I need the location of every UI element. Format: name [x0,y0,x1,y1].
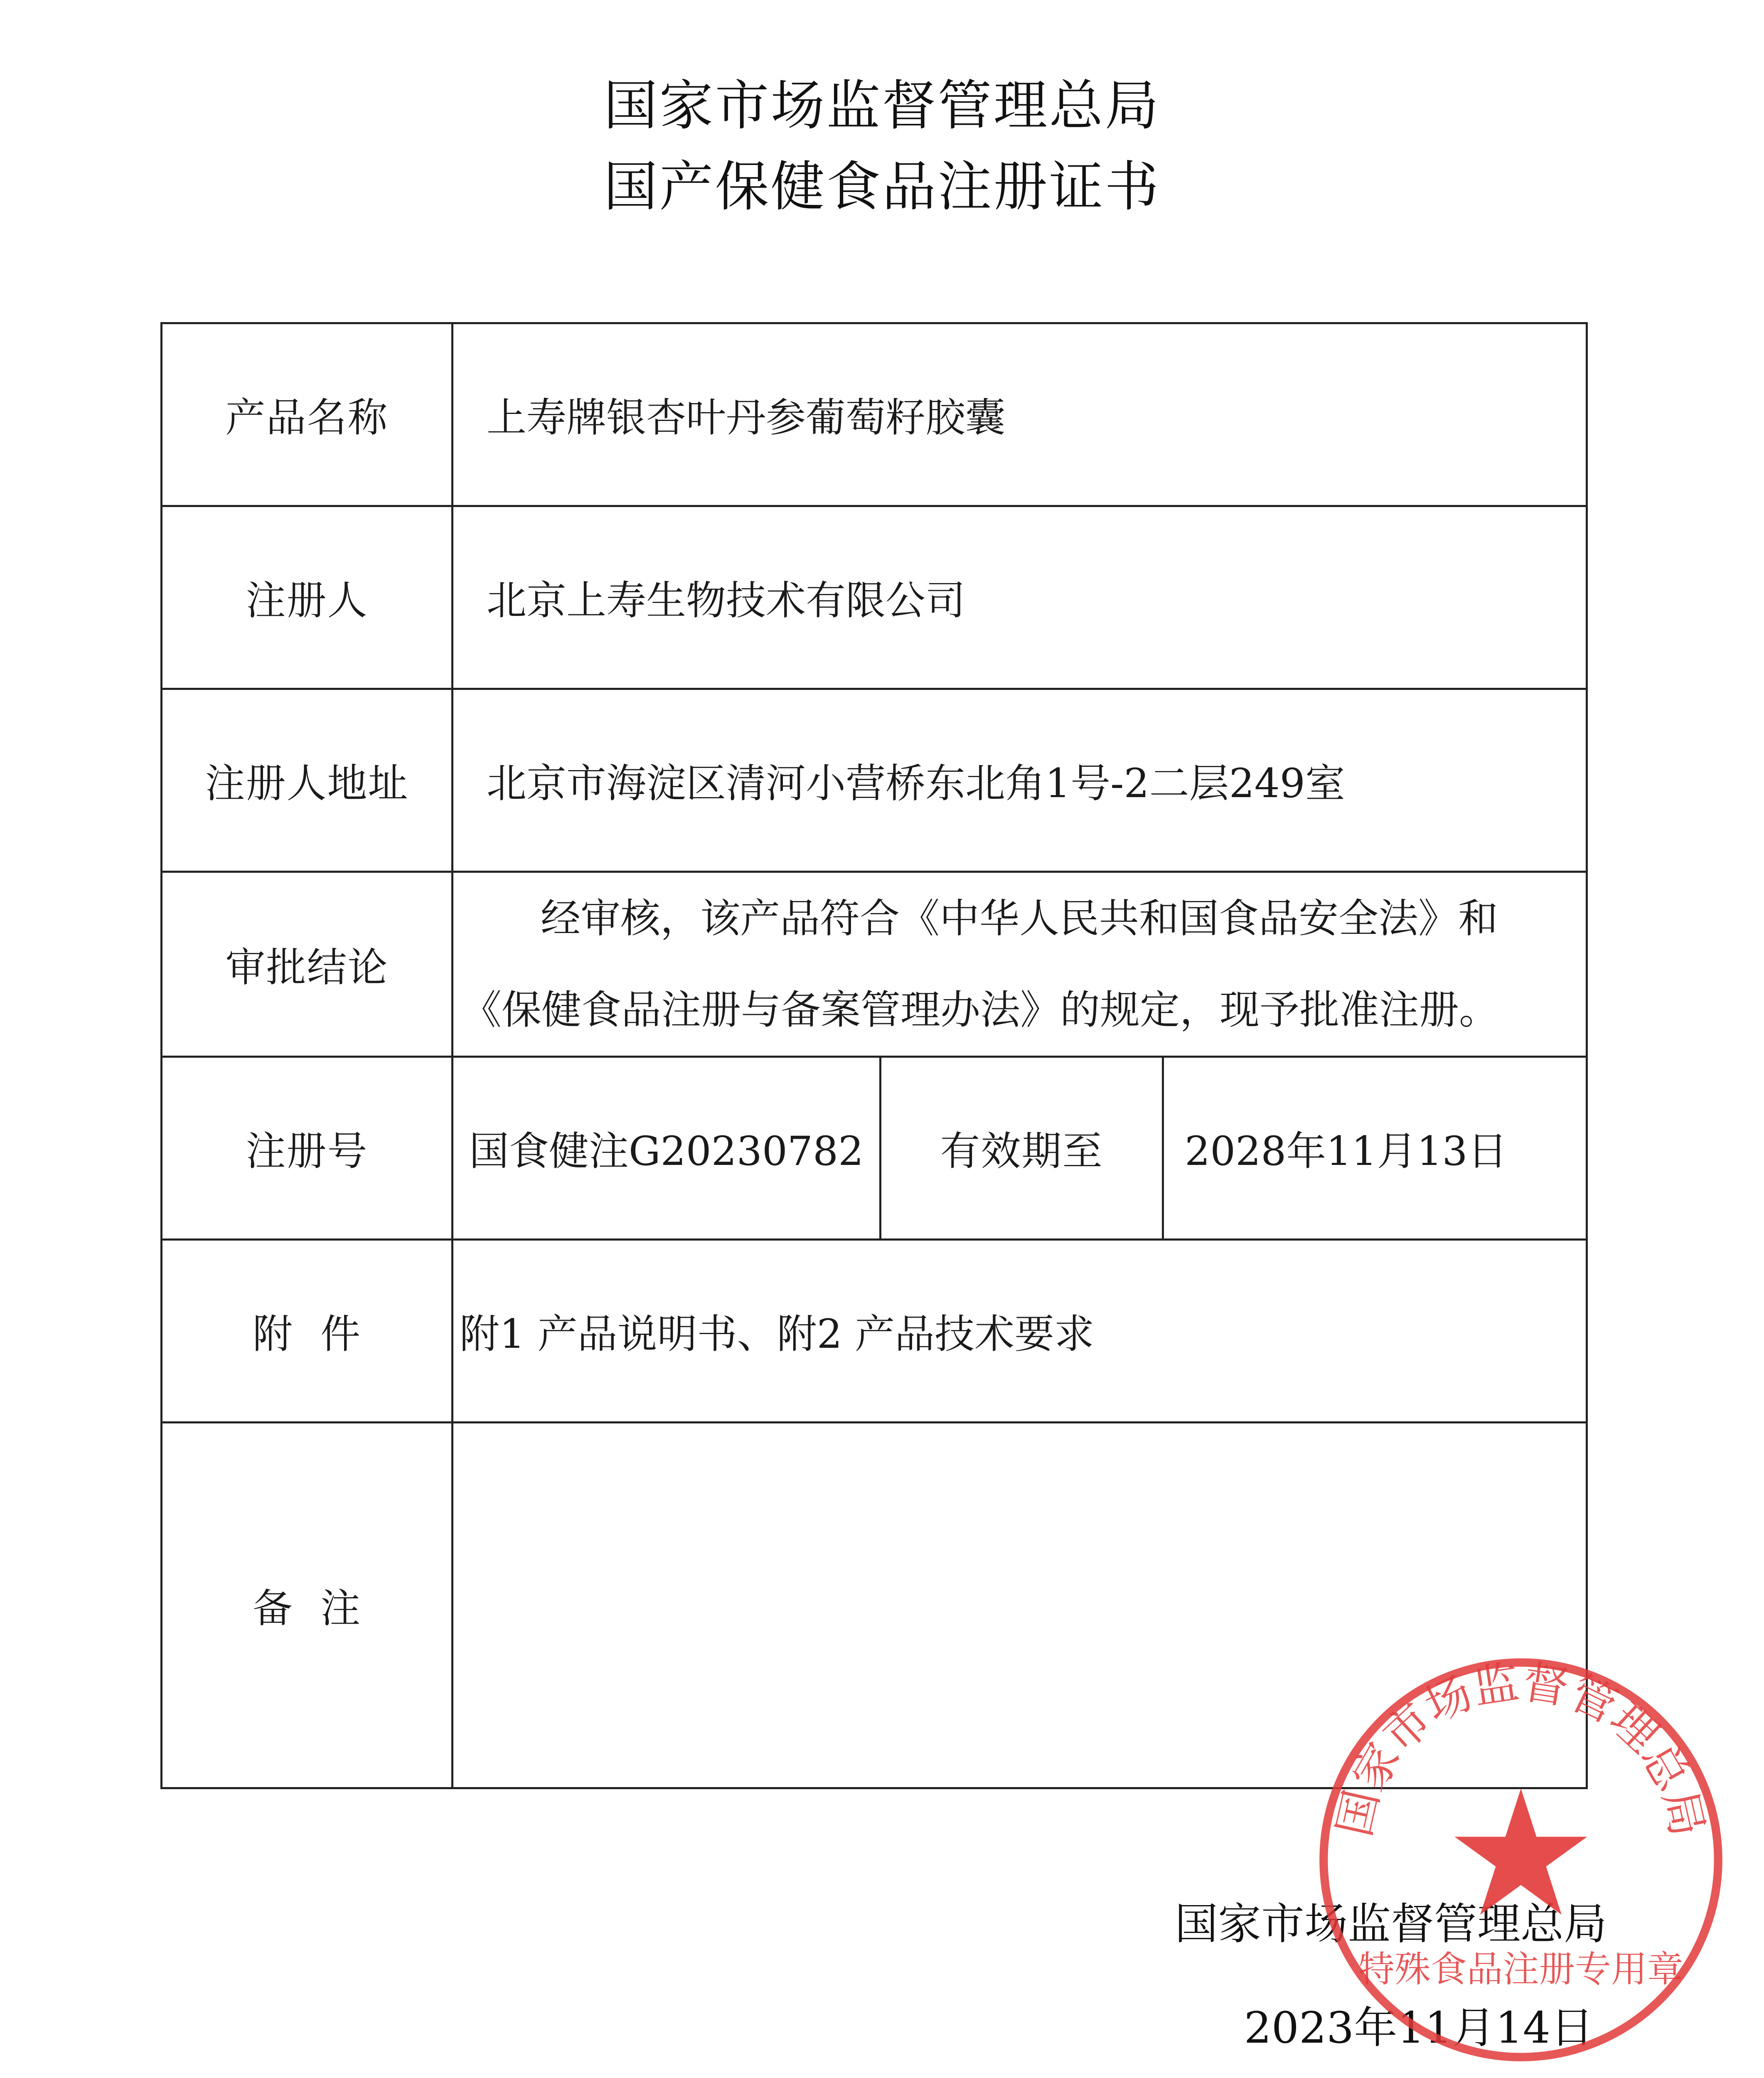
seal-text: 国家市场监督管理总局 [1327,1655,1715,1841]
attachments-label: 附 件 [162,1240,453,1423]
valid-until-value: 2028年11月13日 [1163,1057,1587,1240]
issuing-authority: 国家市场监督管理总局 [1174,1898,1607,1949]
certificate-authority-title: 国家市场监督管理总局 [603,74,1161,137]
certificate-title: 国产保健食品注册证书 [603,155,1161,218]
approval-conclusion-cell [453,872,1587,1057]
registrant-address-label: 注册人地址 [162,689,453,872]
valid-until-label: 有效期至 [881,1057,1163,1240]
row-approval-conclusion [162,872,1587,1057]
row-product-name [162,323,1587,506]
official-seal [1311,1650,1731,2070]
registration-number-label: 注册号 [162,1057,453,1240]
approval-conclusion-label: 审批结论 [162,872,453,1057]
product-name-label: 产品名称 [162,323,453,506]
row-registrant [162,506,1587,689]
approval-conclusion-value: 经审核，该产品符合《中华人民共和国食品安全法》和《保健食品注册与备案管理办法》的规定，现予批准注册。 [462,895,1499,1033]
attachments-value: 附1 产品说明书、附2 产品技术要求 [453,1240,1587,1423]
registrant-address-value: 北京市海淀区清河小营桥东北角1号-2二层249室 [453,689,1587,872]
product-name-value: 上寿牌银杏叶丹参葡萄籽胶囊 [453,323,1587,506]
registrant-label: 注册人 [162,506,453,689]
registration-number-value: 国食健注G20230782 [453,1057,881,1240]
star-icon [1454,1788,1587,1915]
seal-bottom-text: 特殊食品注册专用章 [1358,1948,1683,1990]
registration-table [160,322,1588,1789]
row-registrant-address [162,689,1587,872]
issue-date: 2023年11月14日 [1244,2002,1594,2053]
row-registration-number [162,1057,1587,1240]
registrant-value: 北京上寿生物技术有限公司 [453,506,1587,689]
row-attachments [162,1240,1587,1423]
remarks-label: 备 注 [162,1423,453,1788]
